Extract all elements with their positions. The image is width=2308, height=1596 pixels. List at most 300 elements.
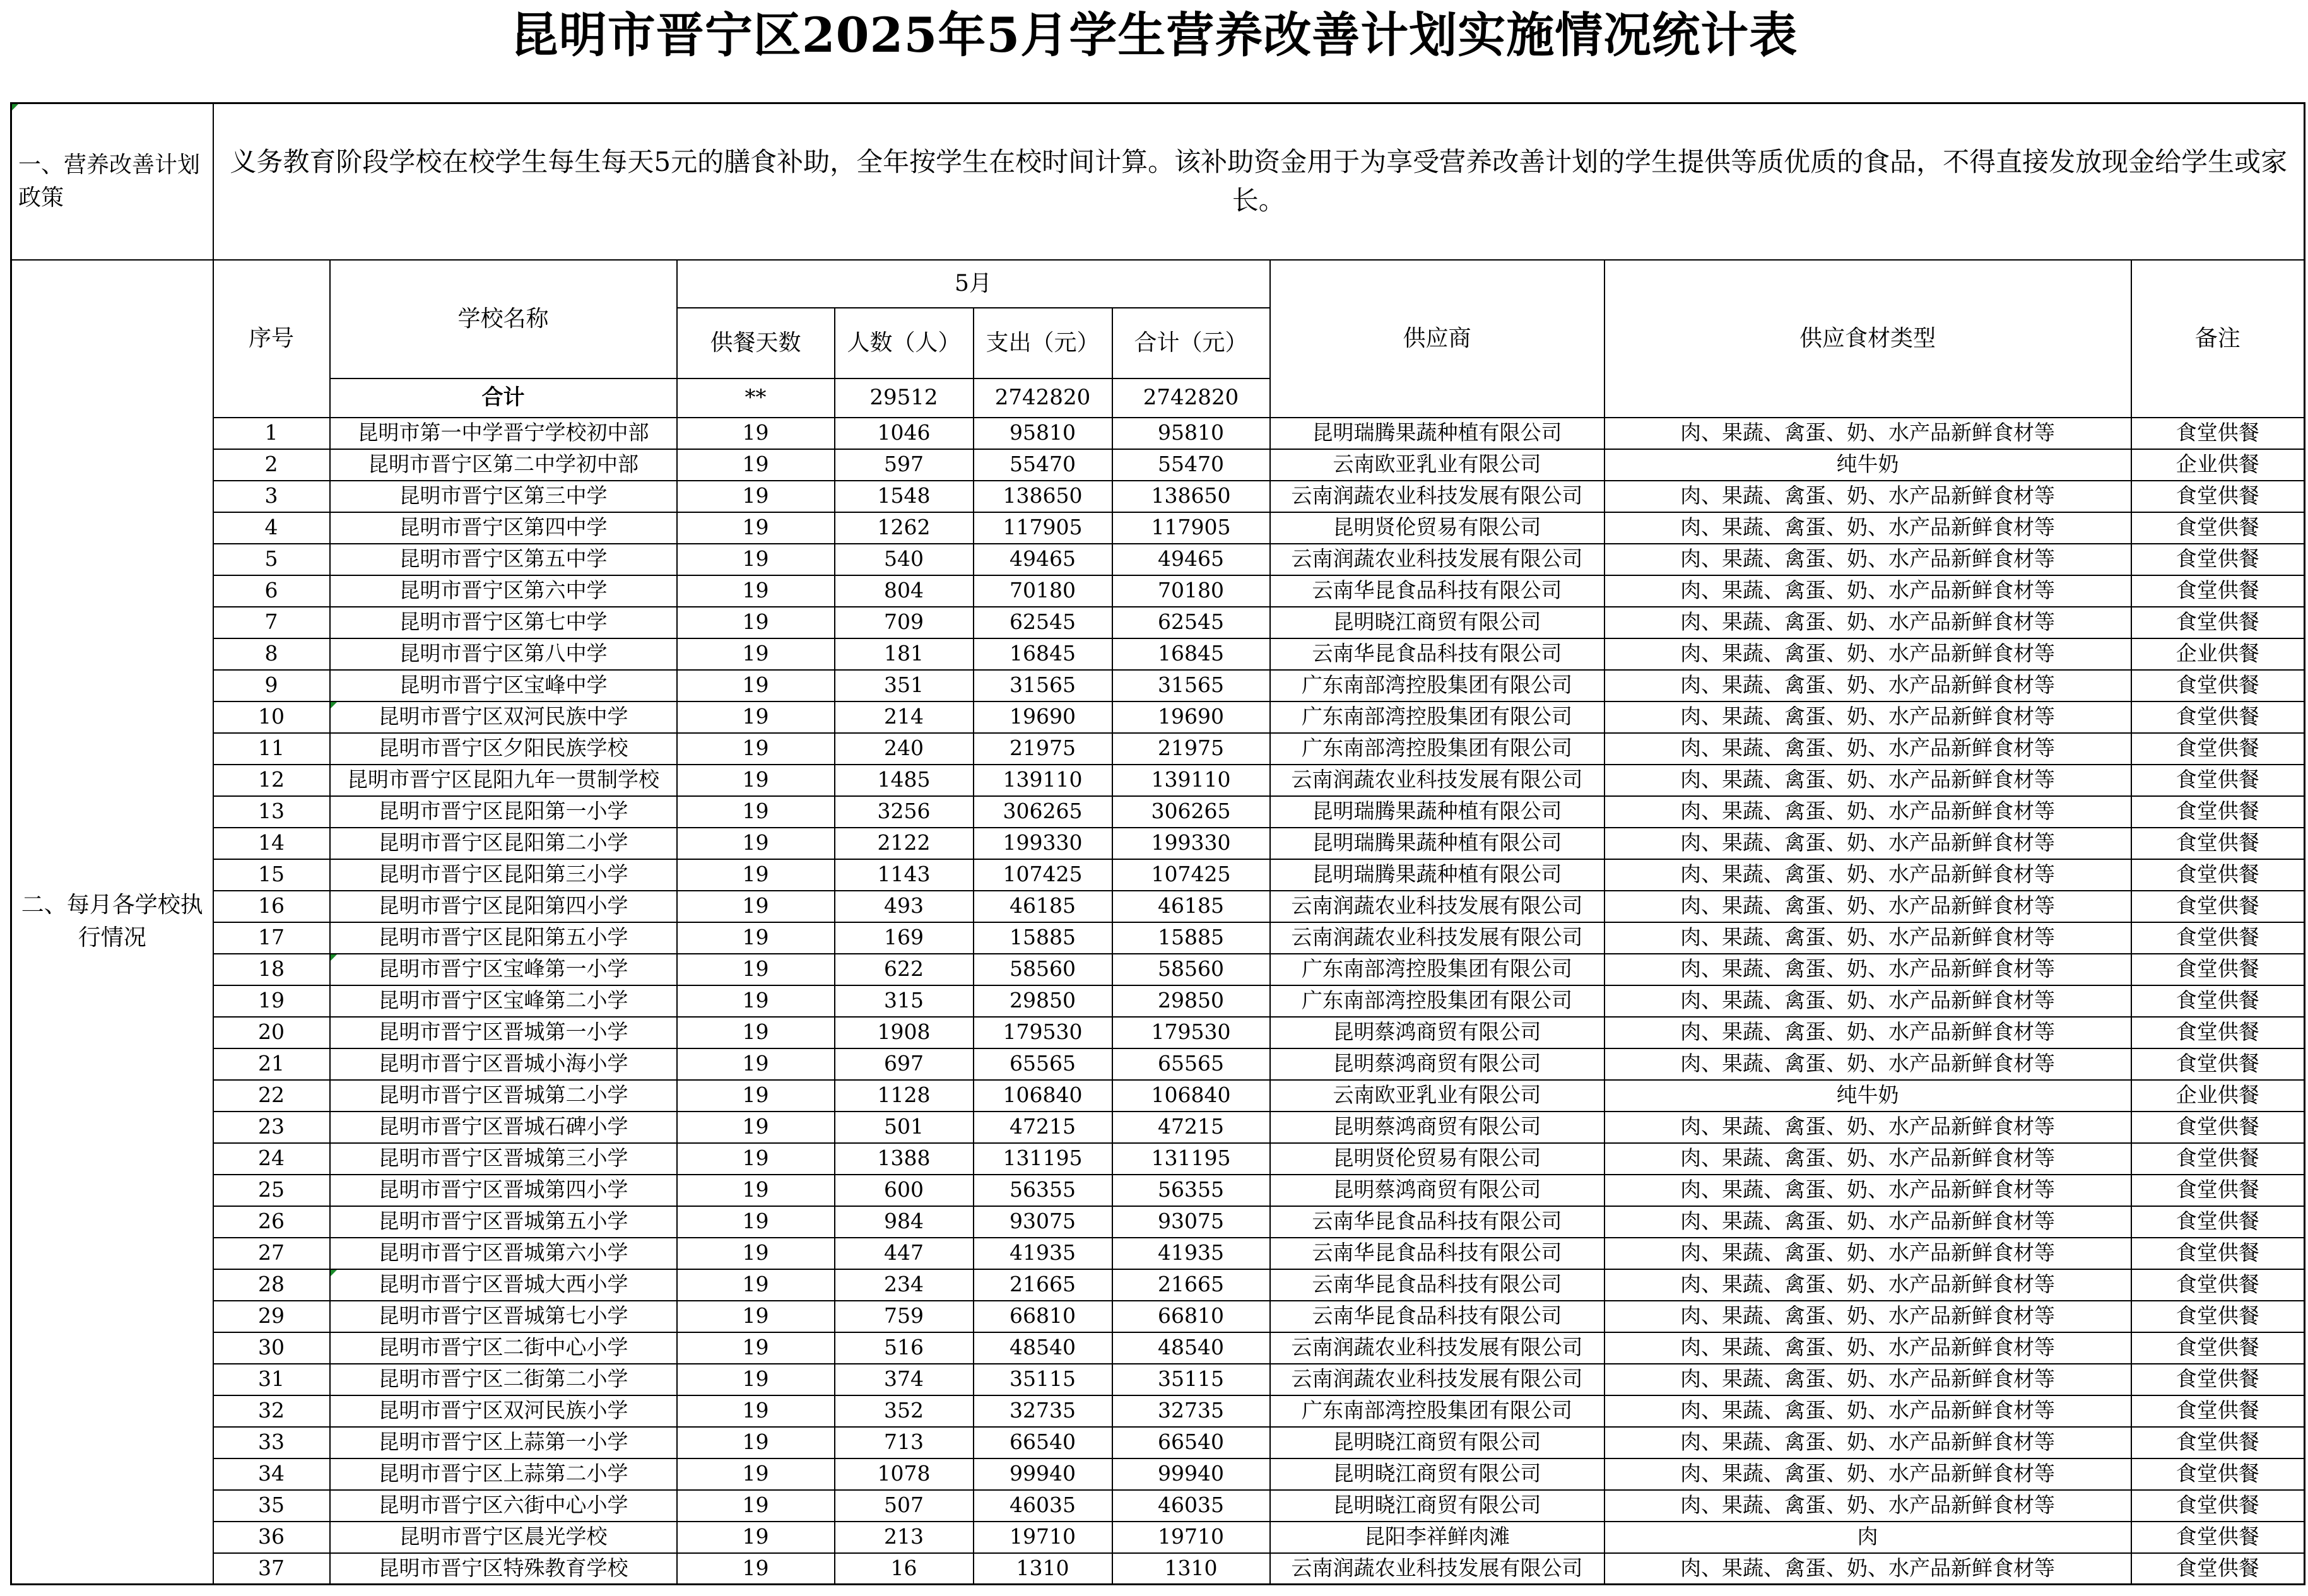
cell-expense: 31565 <box>974 670 1112 701</box>
cell-expense: 117905 <box>974 512 1112 544</box>
cell-people: 493 <box>835 891 974 922</box>
cell-people: 181 <box>835 638 974 670</box>
cell-remark: 食堂供餐 <box>2131 1553 2305 1585</box>
cell-expense: 199330 <box>974 828 1112 859</box>
cell-people: 374 <box>835 1364 974 1395</box>
cell-school: 昆明市晋宁区宝峰第一小学 <box>330 954 677 985</box>
cell-school: 昆明市晋宁区宝峰中学 <box>330 670 677 701</box>
cell-supplier: 昆明晓江商贸有限公司 <box>1270 1427 1604 1458</box>
cell-remark: 食堂供餐 <box>2131 1490 2305 1522</box>
header-people: 人数（人） <box>835 308 974 378</box>
cell-expense: 106840 <box>974 1080 1112 1112</box>
cell-days: 19 <box>677 1364 835 1395</box>
cell-people: 713 <box>835 1427 974 1458</box>
cell-seq: 26 <box>213 1206 330 1238</box>
table-row <box>11 1238 2305 1269</box>
cell-remark: 食堂供餐 <box>2131 701 2305 733</box>
cell-remark: 食堂供餐 <box>2131 796 2305 828</box>
cell-food-type: 肉、果蔬、禽蛋、奶、水产品新鲜食材等 <box>1604 544 2131 575</box>
cell-remark: 食堂供餐 <box>2131 1332 2305 1364</box>
cell-remark: 食堂供餐 <box>2131 670 2305 701</box>
table-row <box>11 1332 2305 1364</box>
cell-supplier: 云南润蔬农业科技发展有限公司 <box>1270 1553 1604 1585</box>
cell-days: 19 <box>677 891 835 922</box>
cell-food-type: 肉、果蔬、禽蛋、奶、水产品新鲜食材等 <box>1604 1269 2131 1301</box>
totals-people: 29512 <box>835 378 974 418</box>
cell-supplier: 云南润蔬农业科技发展有限公司 <box>1270 481 1604 512</box>
cell-people: 16 <box>835 1553 974 1585</box>
cell-supplier: 昆明瑞腾果蔬种植有限公司 <box>1270 828 1604 859</box>
table-row <box>11 828 2305 859</box>
cell-remark: 食堂供餐 <box>2131 985 2305 1017</box>
cell-supplier: 昆明蔡鸿商贸有限公司 <box>1270 1175 1604 1206</box>
cell-total: 95810 <box>1112 418 1270 449</box>
cell-expense: 306265 <box>974 796 1112 828</box>
cell-supplier: 昆明贤伦贸易有限公司 <box>1270 1143 1604 1175</box>
cell-people: 1548 <box>835 481 974 512</box>
cell-school: 昆明市晋宁区晋城石碑小学 <box>330 1112 677 1143</box>
table-row <box>11 1301 2305 1332</box>
cell-food-type: 肉、果蔬、禽蛋、奶、水产品新鲜食材等 <box>1604 828 2131 859</box>
cell-people: 597 <box>835 449 974 481</box>
cell-supplier: 昆明瑞腾果蔬种植有限公司 <box>1270 859 1604 891</box>
cell-days: 19 <box>677 512 835 544</box>
cell-people: 501 <box>835 1112 974 1143</box>
cell-days: 19 <box>677 765 835 796</box>
cell-school: 昆明市晋宁区晋城第五小学 <box>330 1206 677 1238</box>
cell-expense: 138650 <box>974 481 1112 512</box>
cell-remark: 食堂供餐 <box>2131 1301 2305 1332</box>
table-row <box>11 1553 2305 1585</box>
cell-remark: 食堂供餐 <box>2131 828 2305 859</box>
table-row <box>11 1458 2305 1490</box>
cell-remark: 食堂供餐 <box>2131 1048 2305 1080</box>
cell-days: 19 <box>677 1175 835 1206</box>
cell-expense: 65565 <box>974 1048 1112 1080</box>
table-row <box>11 891 2305 922</box>
cell-remark: 食堂供餐 <box>2131 859 2305 891</box>
cell-supplier: 昆明蔡鸿商贸有限公司 <box>1270 1112 1604 1143</box>
cell-school: 昆明市晋宁区夕阳民族学校 <box>330 733 677 765</box>
cell-total: 93075 <box>1112 1206 1270 1238</box>
cell-supplier: 云南华昆食品科技有限公司 <box>1270 638 1604 670</box>
cell-food-type: 肉、果蔬、禽蛋、奶、水产品新鲜食材等 <box>1604 1143 2131 1175</box>
cell-total: 66810 <box>1112 1301 1270 1332</box>
cell-people: 507 <box>835 1490 974 1522</box>
table-row <box>11 1427 2305 1458</box>
cell-days: 19 <box>677 1458 835 1490</box>
cell-expense: 35115 <box>974 1364 1112 1395</box>
cell-people: 759 <box>835 1301 974 1332</box>
cell-school: 昆明市晋宁区宝峰第二小学 <box>330 985 677 1017</box>
cell-remark: 食堂供餐 <box>2131 891 2305 922</box>
cell-food-type: 肉、果蔬、禽蛋、奶、水产品新鲜食材等 <box>1604 954 2131 985</box>
cell-school: 昆明市晋宁区二街中心小学 <box>330 1332 677 1364</box>
cell-food-type: 肉、果蔬、禽蛋、奶、水产品新鲜食材等 <box>1604 859 2131 891</box>
cell-supplier: 广东南部湾控股集团有限公司 <box>1270 954 1604 985</box>
cell-seq: 22 <box>213 1080 330 1112</box>
cell-remark: 食堂供餐 <box>2131 544 2305 575</box>
cell-seq: 3 <box>213 481 330 512</box>
cell-people: 984 <box>835 1206 974 1238</box>
cell-seq: 14 <box>213 828 330 859</box>
cell-supplier: 昆明晓江商贸有限公司 <box>1270 1458 1604 1490</box>
cell-days: 19 <box>677 607 835 638</box>
cell-total: 131195 <box>1112 1143 1270 1175</box>
cell-days: 19 <box>677 954 835 985</box>
cell-seq: 4 <box>213 512 330 544</box>
cell-total: 21665 <box>1112 1269 1270 1301</box>
cell-food-type: 肉、果蔬、禽蛋、奶、水产品新鲜食材等 <box>1604 1048 2131 1080</box>
cell-total: 19710 <box>1112 1522 1270 1553</box>
cell-supplier: 昆明蔡鸿商贸有限公司 <box>1270 1017 1604 1048</box>
policy-row <box>11 103 2305 260</box>
cell-school: 昆明市晋宁区双河民族小学 <box>330 1395 677 1427</box>
cell-seq: 15 <box>213 859 330 891</box>
cell-total: 99940 <box>1112 1458 1270 1490</box>
cell-days: 19 <box>677 1490 835 1522</box>
cell-supplier: 云南华昆食品科技有限公司 <box>1270 575 1604 607</box>
cell-days: 19 <box>677 1143 835 1175</box>
cell-people: 1485 <box>835 765 974 796</box>
cell-school: 昆明市晋宁区昆阳第四小学 <box>330 891 677 922</box>
cell-days: 19 <box>677 1080 835 1112</box>
cell-seq: 11 <box>213 733 330 765</box>
cell-seq: 24 <box>213 1143 330 1175</box>
table-row <box>11 575 2305 607</box>
cell-expense: 55470 <box>974 449 1112 481</box>
cell-total: 32735 <box>1112 1395 1270 1427</box>
cell-days: 19 <box>677 1395 835 1427</box>
cell-people: 351 <box>835 670 974 701</box>
cell-total: 46185 <box>1112 891 1270 922</box>
cell-supplier: 云南润蔬农业科技发展有限公司 <box>1270 922 1604 954</box>
cell-food-type: 肉、果蔬、禽蛋、奶、水产品新鲜食材等 <box>1604 922 2131 954</box>
cell-food-type: 肉、果蔬、禽蛋、奶、水产品新鲜食材等 <box>1604 985 2131 1017</box>
cell-total: 41935 <box>1112 1238 1270 1269</box>
cell-food-type: 肉、果蔬、禽蛋、奶、水产品新鲜食材等 <box>1604 1206 2131 1238</box>
totals-total: 2742820 <box>1112 378 1270 418</box>
cell-school: 昆明市晋宁区特殊教育学校 <box>330 1553 677 1585</box>
cell-expense: 99940 <box>974 1458 1112 1490</box>
cell-expense: 1310 <box>974 1553 1112 1585</box>
cell-days: 19 <box>677 1017 835 1048</box>
cell-seq: 12 <box>213 765 330 796</box>
cell-people: 540 <box>835 544 974 575</box>
cell-supplier: 云南欧亚乳业有限公司 <box>1270 449 1604 481</box>
cell-seq: 16 <box>213 891 330 922</box>
cell-total: 107425 <box>1112 859 1270 891</box>
cell-people: 1078 <box>835 1458 974 1490</box>
header-expense: 支出（元） <box>974 308 1112 378</box>
header-month: 5月 <box>677 260 1270 308</box>
cell-food-type: 纯牛奶 <box>1604 1080 2131 1112</box>
header-school: 学校名称 <box>330 260 677 378</box>
cell-supplier: 云南润蔬农业科技发展有限公司 <box>1270 1332 1604 1364</box>
cell-school: 昆明市晋宁区第七中学 <box>330 607 677 638</box>
cell-school: 昆明市晋宁区上蒜第一小学 <box>330 1427 677 1458</box>
cell-people: 804 <box>835 575 974 607</box>
cell-food-type: 肉、果蔬、禽蛋、奶、水产品新鲜食材等 <box>1604 670 2131 701</box>
header-days: 供餐天数 <box>677 308 835 378</box>
cell-remark: 食堂供餐 <box>2131 1112 2305 1143</box>
cell-remark: 食堂供餐 <box>2131 1143 2305 1175</box>
header-supplier: 供应商 <box>1270 260 1604 418</box>
cell-expense: 29850 <box>974 985 1112 1017</box>
cell-food-type: 肉、果蔬、禽蛋、奶、水产品新鲜食材等 <box>1604 891 2131 922</box>
cell-seq: 23 <box>213 1112 330 1143</box>
table-row <box>11 1269 2305 1301</box>
cell-days: 19 <box>677 418 835 449</box>
header-row-1 <box>11 260 2305 308</box>
cell-school: 昆明市第一中学晋宁学校初中部 <box>330 418 677 449</box>
cell-people: 240 <box>835 733 974 765</box>
cell-seq: 36 <box>213 1522 330 1553</box>
table-row <box>11 1112 2305 1143</box>
table-row <box>11 1143 2305 1175</box>
cell-food-type: 肉、果蔬、禽蛋、奶、水产品新鲜食材等 <box>1604 1238 2131 1269</box>
cell-expense: 62545 <box>974 607 1112 638</box>
cell-expense: 56355 <box>974 1175 1112 1206</box>
cell-expense: 95810 <box>974 418 1112 449</box>
cell-seq: 1 <box>213 418 330 449</box>
table-row <box>11 796 2305 828</box>
cell-total: 106840 <box>1112 1080 1270 1112</box>
cell-people: 516 <box>835 1332 974 1364</box>
cell-total: 66540 <box>1112 1427 1270 1458</box>
cell-school: 昆明市晋宁区昆阳第一小学 <box>330 796 677 828</box>
table-row <box>11 607 2305 638</box>
cell-total: 306265 <box>1112 796 1270 828</box>
table-row <box>11 1522 2305 1553</box>
cell-school: 昆明市晋宁区双河民族中学 <box>330 701 677 733</box>
cell-people: 1908 <box>835 1017 974 1048</box>
cell-seq: 7 <box>213 607 330 638</box>
cell-food-type: 肉、果蔬、禽蛋、奶、水产品新鲜食材等 <box>1604 418 2131 449</box>
cell-seq: 17 <box>213 922 330 954</box>
cell-supplier: 昆明晓江商贸有限公司 <box>1270 607 1604 638</box>
cell-seq: 8 <box>213 638 330 670</box>
table-row <box>11 638 2305 670</box>
cell-seq: 9 <box>213 670 330 701</box>
cell-supplier: 昆明蔡鸿商贸有限公司 <box>1270 1048 1604 1080</box>
cell-expense: 19690 <box>974 701 1112 733</box>
cell-expense: 21975 <box>974 733 1112 765</box>
cell-remark: 食堂供餐 <box>2131 418 2305 449</box>
header-seq: 序号 <box>213 260 330 418</box>
cell-seq: 33 <box>213 1427 330 1458</box>
cell-days: 19 <box>677 828 835 859</box>
cell-school: 昆明市晋宁区晋城第三小学 <box>330 1143 677 1175</box>
cell-people: 214 <box>835 701 974 733</box>
table-row <box>11 418 2305 449</box>
cell-total: 47215 <box>1112 1112 1270 1143</box>
cell-days: 19 <box>677 1206 835 1238</box>
cell-seq: 5 <box>213 544 330 575</box>
cell-people: 213 <box>835 1522 974 1553</box>
table-row <box>11 512 2305 544</box>
cell-total: 31565 <box>1112 670 1270 701</box>
cell-food-type: 肉、果蔬、禽蛋、奶、水产品新鲜食材等 <box>1604 1458 2131 1490</box>
cell-total: 138650 <box>1112 481 1270 512</box>
cell-remark: 食堂供餐 <box>2131 765 2305 796</box>
cell-school: 昆明市晋宁区晋城第七小学 <box>330 1301 677 1332</box>
policy-section-label: 一、营养改善计划政策 <box>11 103 213 260</box>
cell-days: 19 <box>677 544 835 575</box>
cell-days: 19 <box>677 1553 835 1585</box>
cell-days: 19 <box>677 1427 835 1458</box>
table-row <box>11 1490 2305 1522</box>
table-row <box>11 859 2305 891</box>
cell-food-type: 肉 <box>1604 1522 2131 1553</box>
cell-food-type: 肉、果蔬、禽蛋、奶、水产品新鲜食材等 <box>1604 1017 2131 1048</box>
page-title: 昆明市晋宁区2025年5月学生营养改善计划实施情况统计表 <box>510 7 1798 63</box>
table-row <box>11 544 2305 575</box>
cell-supplier: 云南华昆食品科技有限公司 <box>1270 1269 1604 1301</box>
cell-people: 1143 <box>835 859 974 891</box>
cell-food-type: 肉、果蔬、禽蛋、奶、水产品新鲜食材等 <box>1604 481 2131 512</box>
cell-days: 19 <box>677 1522 835 1553</box>
cell-people: 1046 <box>835 418 974 449</box>
cell-remark: 食堂供餐 <box>2131 1395 2305 1427</box>
header-food-type: 供应食材类型 <box>1604 260 2131 418</box>
cell-people: 1388 <box>835 1143 974 1175</box>
header-total: 合计（元） <box>1112 308 1270 378</box>
table-row <box>11 1364 2305 1395</box>
cell-remark: 企业供餐 <box>2131 449 2305 481</box>
cell-remark: 食堂供餐 <box>2131 1364 2305 1395</box>
cell-school: 昆明市晋宁区昆阳九年一贯制学校 <box>330 765 677 796</box>
cell-remark: 企业供餐 <box>2131 1080 2305 1112</box>
cell-people: 169 <box>835 922 974 954</box>
cell-expense: 46035 <box>974 1490 1112 1522</box>
cell-total: 55470 <box>1112 449 1270 481</box>
cell-remark: 食堂供餐 <box>2131 1175 2305 1206</box>
totals-label: 合计 <box>330 378 677 418</box>
cell-total: 62545 <box>1112 607 1270 638</box>
cell-remark: 食堂供餐 <box>2131 1269 2305 1301</box>
cell-food-type: 肉、果蔬、禽蛋、奶、水产品新鲜食材等 <box>1604 796 2131 828</box>
policy-text: 义务教育阶段学校在校学生每生每天5元的膳食补助，全年按学生在校时间计算。该补助资金用于为享受营养改善计划的学生提供等质优质的食品，不得直接发放现金给学生或家长。 <box>213 103 2305 260</box>
cell-remark: 食堂供餐 <box>2131 481 2305 512</box>
cell-days: 19 <box>677 922 835 954</box>
cell-total: 70180 <box>1112 575 1270 607</box>
cell-total: 29850 <box>1112 985 1270 1017</box>
cell-people: 234 <box>835 1269 974 1301</box>
cell-days: 19 <box>677 481 835 512</box>
cell-expense: 49465 <box>974 544 1112 575</box>
cell-supplier: 云南欧亚乳业有限公司 <box>1270 1080 1604 1112</box>
header-remark: 备注 <box>2131 260 2305 418</box>
cell-food-type: 肉、果蔬、禽蛋、奶、水产品新鲜食材等 <box>1604 1301 2131 1332</box>
cell-supplier: 广东南部湾控股集团有限公司 <box>1270 701 1604 733</box>
cell-expense: 131195 <box>974 1143 1112 1175</box>
cell-expense: 48540 <box>974 1332 1112 1364</box>
cell-remark: 食堂供餐 <box>2131 733 2305 765</box>
cell-school: 昆明市晋宁区晋城大西小学 <box>330 1269 677 1301</box>
cell-school: 昆明市晋宁区第八中学 <box>330 638 677 670</box>
cell-remark: 食堂供餐 <box>2131 1522 2305 1553</box>
cell-school: 昆明市晋宁区晋城第一小学 <box>330 1017 677 1048</box>
cell-remark: 食堂供餐 <box>2131 575 2305 607</box>
cell-supplier: 广东南部湾控股集团有限公司 <box>1270 670 1604 701</box>
cell-expense: 47215 <box>974 1112 1112 1143</box>
cell-days: 19 <box>677 1269 835 1301</box>
cell-school: 昆明市晋宁区昆阳第三小学 <box>330 859 677 891</box>
cell-expense: 32735 <box>974 1395 1112 1427</box>
table-row <box>11 701 2305 733</box>
cell-total: 1310 <box>1112 1553 1270 1585</box>
totals-expense: 2742820 <box>974 378 1112 418</box>
cell-school: 昆明市晋宁区二街第二小学 <box>330 1364 677 1395</box>
cell-school: 昆明市晋宁区昆阳第五小学 <box>330 922 677 954</box>
cell-expense: 66810 <box>974 1301 1112 1332</box>
cell-seq: 18 <box>213 954 330 985</box>
cell-seq: 10 <box>213 701 330 733</box>
cell-school: 昆明市晋宁区第二中学初中部 <box>330 449 677 481</box>
cell-expense: 21665 <box>974 1269 1112 1301</box>
cell-people: 352 <box>835 1395 974 1427</box>
table-row <box>11 985 2305 1017</box>
cell-total: 117905 <box>1112 512 1270 544</box>
cell-remark: 食堂供餐 <box>2131 512 2305 544</box>
cell-days: 19 <box>677 1048 835 1080</box>
cell-food-type: 纯牛奶 <box>1604 449 2131 481</box>
cell-seq: 21 <box>213 1048 330 1080</box>
table-row <box>11 1206 2305 1238</box>
cell-supplier: 云南华昆食品科技有限公司 <box>1270 1238 1604 1269</box>
cell-food-type: 肉、果蔬、禽蛋、奶、水产品新鲜食材等 <box>1604 765 2131 796</box>
cell-total: 65565 <box>1112 1048 1270 1080</box>
cell-total: 49465 <box>1112 544 1270 575</box>
cell-total: 21975 <box>1112 733 1270 765</box>
cell-people: 600 <box>835 1175 974 1206</box>
cell-seq: 6 <box>213 575 330 607</box>
cell-people: 1128 <box>835 1080 974 1112</box>
cell-food-type: 肉、果蔬、禽蛋、奶、水产品新鲜食材等 <box>1604 1553 2131 1585</box>
cell-school: 昆明市晋宁区六街中心小学 <box>330 1490 677 1522</box>
cell-expense: 66540 <box>974 1427 1112 1458</box>
cell-supplier: 云南润蔬农业科技发展有限公司 <box>1270 544 1604 575</box>
cell-days: 19 <box>677 733 835 765</box>
cell-total: 35115 <box>1112 1364 1270 1395</box>
cell-days: 19 <box>677 449 835 481</box>
cell-remark: 食堂供餐 <box>2131 1427 2305 1458</box>
cell-remark: 食堂供餐 <box>2131 1206 2305 1238</box>
cell-remark: 食堂供餐 <box>2131 607 2305 638</box>
cell-food-type: 肉、果蔬、禽蛋、奶、水产品新鲜食材等 <box>1604 575 2131 607</box>
cell-food-type: 肉、果蔬、禽蛋、奶、水产品新鲜食材等 <box>1604 1490 2131 1522</box>
cell-people: 315 <box>835 985 974 1017</box>
cell-school: 昆明市晋宁区第四中学 <box>330 512 677 544</box>
totals-days: ** <box>677 378 835 418</box>
cell-days: 19 <box>677 1301 835 1332</box>
cell-supplier: 云南润蔬农业科技发展有限公司 <box>1270 765 1604 796</box>
cell-total: 179530 <box>1112 1017 1270 1048</box>
cell-people: 2122 <box>835 828 974 859</box>
table-row <box>11 1017 2305 1048</box>
cell-supplier: 广东南部湾控股集团有限公司 <box>1270 733 1604 765</box>
cell-people: 1262 <box>835 512 974 544</box>
cell-food-type: 肉、果蔬、禽蛋、奶、水产品新鲜食材等 <box>1604 1112 2131 1143</box>
cell-supplier: 昆阳李祥鲜肉滩 <box>1270 1522 1604 1553</box>
cell-expense: 139110 <box>974 765 1112 796</box>
cell-people: 709 <box>835 607 974 638</box>
cell-seq: 28 <box>213 1269 330 1301</box>
cell-days: 19 <box>677 1112 835 1143</box>
cell-supplier: 昆明贤伦贸易有限公司 <box>1270 512 1604 544</box>
cell-days: 19 <box>677 701 835 733</box>
